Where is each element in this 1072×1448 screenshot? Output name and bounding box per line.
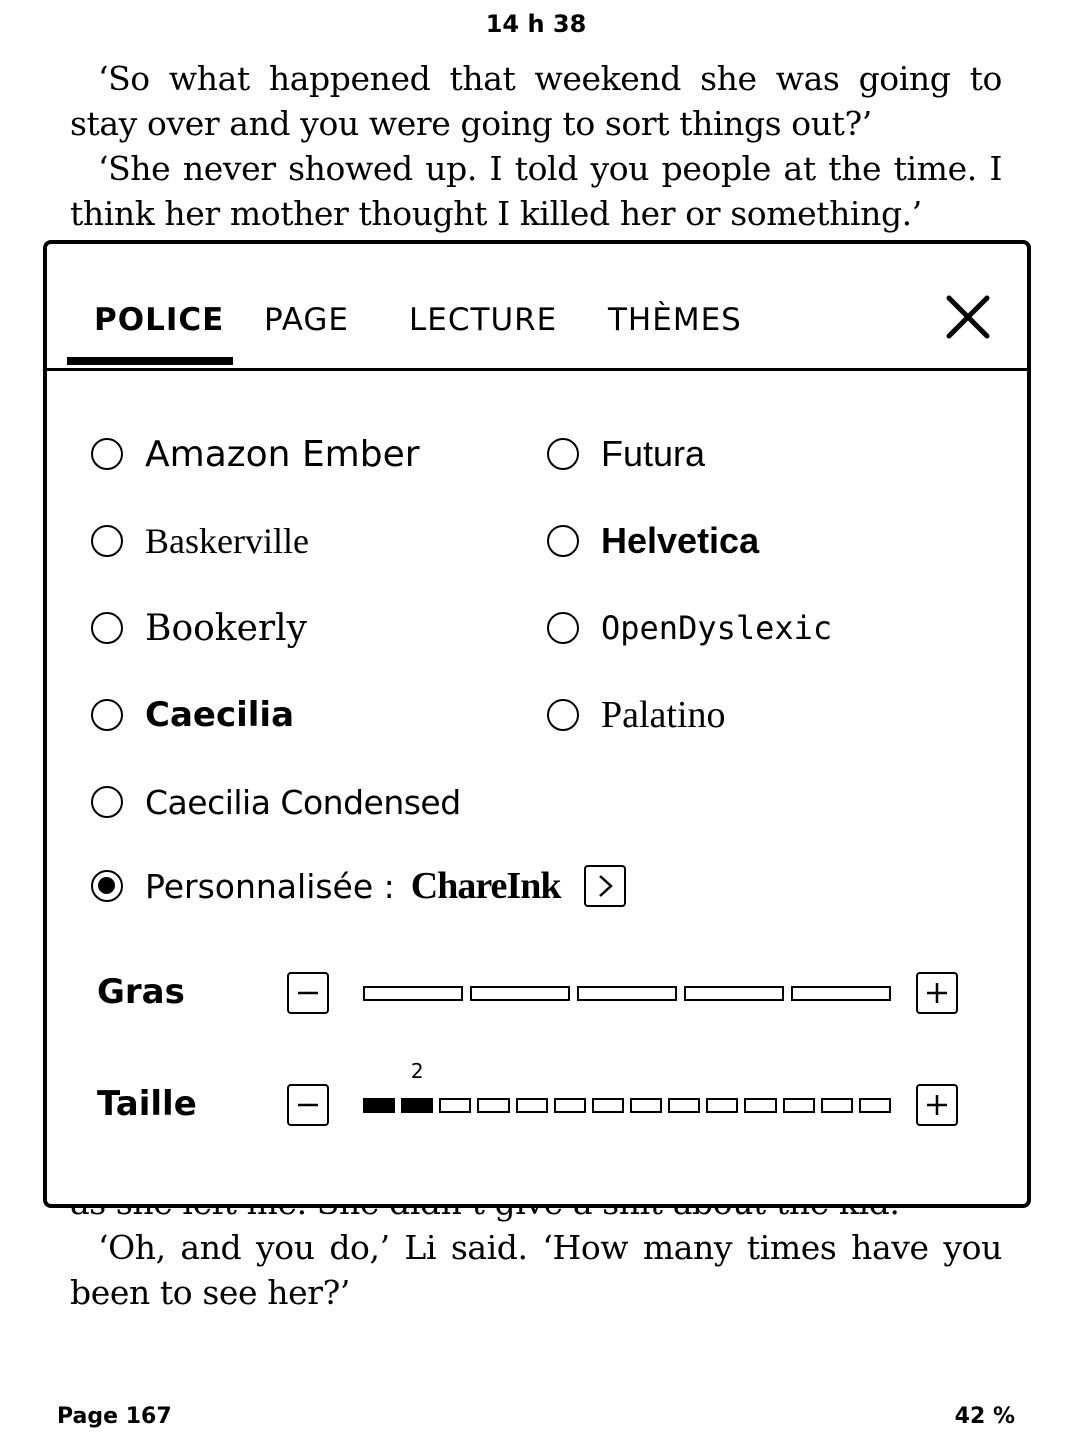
slider-segment [477,1098,509,1113]
font-option-palatino[interactable] [547,690,726,740]
slider-segment [439,1098,471,1113]
clock: 14 h 38 [485,10,587,38]
chevron-right-icon[interactable] [584,865,626,907]
font-label: Helvetica [601,520,760,561]
slider-segment [684,986,784,1001]
size-decrease-button[interactable] [287,1084,329,1126]
slider-segment [744,1098,776,1113]
active-tab-indicator [67,357,233,365]
font-settings-dialog [43,240,1031,1208]
slider-segment [470,986,570,1001]
slider-segment [577,986,677,1001]
custom-font-label: Personnalisée : [145,866,395,906]
font-option-baskerville[interactable] [91,516,309,566]
font-option-opendyslexic[interactable] [547,603,832,653]
font-label: Baskerville [145,521,309,561]
font-option-bookerly[interactable] [91,603,307,653]
font-option-caecilia[interactable] [91,690,294,740]
size-value: 2 [410,1059,424,1083]
close-icon[interactable] [945,294,991,340]
boldness-increase-button[interactable] [916,972,958,1014]
settings-tab-bar [47,244,1027,371]
page-number: Page 167 [57,1404,172,1429]
tab-police[interactable]: POLICE [94,302,225,338]
font-label: OpenDyslexic [601,609,833,647]
radio-icon [547,699,579,731]
book-paragraph: ‘So what happened that weekend she was going to stay over and you were going to sort things out?’ [70,59,1002,143]
slider-segment [554,1098,586,1113]
book-paragraph: ‘Oh, and you do,’ Li said. ‘How many times have you been to see her?’ [70,1228,1002,1312]
font-label: Palatino [601,694,726,736]
book-paragraph: ‘She never showed up. I told you people at the time. I think her mother thought I killed her or something.’ [70,149,1002,233]
slider-segment [363,1098,395,1113]
tab-page[interactable]: PAGE [264,302,349,338]
slider-segment [706,1098,738,1113]
font-option-caecilia-condensed[interactable] [91,777,461,827]
book-text-top [70,56,1002,236]
font-option-futura[interactable] [547,429,705,479]
tab-themes[interactable]: THÈMES [608,302,742,338]
slider-segment [592,1098,624,1113]
size-label: Taille [97,1084,197,1124]
slider-segment [401,1098,433,1113]
slider-segment [363,986,463,1001]
font-label: Futura [601,433,706,474]
reading-progress: 42 % [954,1404,1015,1429]
tab-lecture[interactable]: LECTURE [409,302,558,338]
font-label: Bookerly [145,607,307,649]
font-option-helvetica[interactable] [547,516,759,566]
radio-selected-icon [91,870,123,902]
slider-segment [668,1098,700,1113]
size-increase-button[interactable] [916,1084,958,1126]
radio-icon [91,438,123,470]
radio-icon [547,438,579,470]
font-label: Caecilia [145,695,295,735]
font-label: Amazon Ember [145,433,420,475]
font-option-custom[interactable] [91,861,626,911]
slider-segment [516,1098,548,1113]
custom-font-name: ChareInk [410,865,561,907]
slider-segment [791,986,891,1001]
radio-icon [91,612,123,644]
radio-icon [91,699,123,731]
slider-segment [859,1098,891,1113]
radio-icon [91,786,123,818]
slider-segment [783,1098,815,1113]
font-label: Caecilia Condensed [145,782,461,822]
radio-icon [91,525,123,557]
boldness-label: Gras [97,972,185,1012]
radio-icon [547,612,579,644]
font-option-amazon-ember[interactable] [91,429,420,479]
slider-segment [821,1098,853,1113]
slider-segment [630,1098,662,1113]
boldness-decrease-button[interactable] [287,972,329,1014]
radio-icon [547,525,579,557]
